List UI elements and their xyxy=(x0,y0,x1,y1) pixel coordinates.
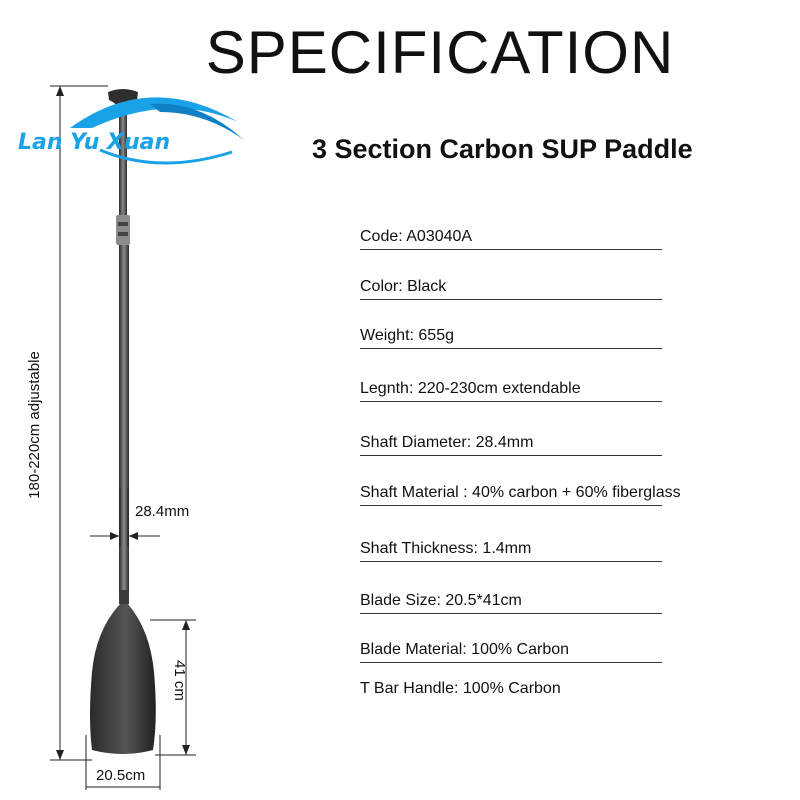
spec-shaft-diameter: Shaft Diameter: 28.4mm xyxy=(360,433,662,456)
spec-shaft-thickness: Shaft Thickness: 1.4mm xyxy=(360,539,662,562)
shaft-upper xyxy=(119,110,127,215)
brand-logo: Lan Yu Xuan xyxy=(18,130,171,155)
spec-weight: Weight: 655g xyxy=(360,326,662,349)
spec-blade-material: Blade Material: 100% Carbon xyxy=(360,640,662,663)
shaft-clamp xyxy=(116,215,130,245)
product-subtitle: 3 Section Carbon SUP Paddle xyxy=(312,134,693,164)
total-length-label: 180-220cm adjustable xyxy=(26,351,43,499)
paddle-blade xyxy=(90,604,156,754)
blade-width-label: 20.5cm xyxy=(96,767,146,784)
spec-t-bar-handle: T Bar Handle: 100% Carbon xyxy=(360,680,561,697)
shaft-diameter-label: 28.4mm xyxy=(135,503,190,520)
spec-blade-size: Blade Size: 20.5*41cm xyxy=(360,591,662,614)
page-title: SPECIFICATION xyxy=(205,19,675,86)
spec-code: Code: A03040A xyxy=(360,227,662,250)
spec-shaft-material: Shaft Material : 40% carbon + 60% fiberglass xyxy=(360,483,662,506)
spec-length: Legnth: 220-230cm extendable xyxy=(360,379,662,402)
spec-color: Color: Black xyxy=(360,277,662,300)
logo-swoosh xyxy=(70,97,238,128)
blade-length-label: 41 cm xyxy=(171,660,188,701)
